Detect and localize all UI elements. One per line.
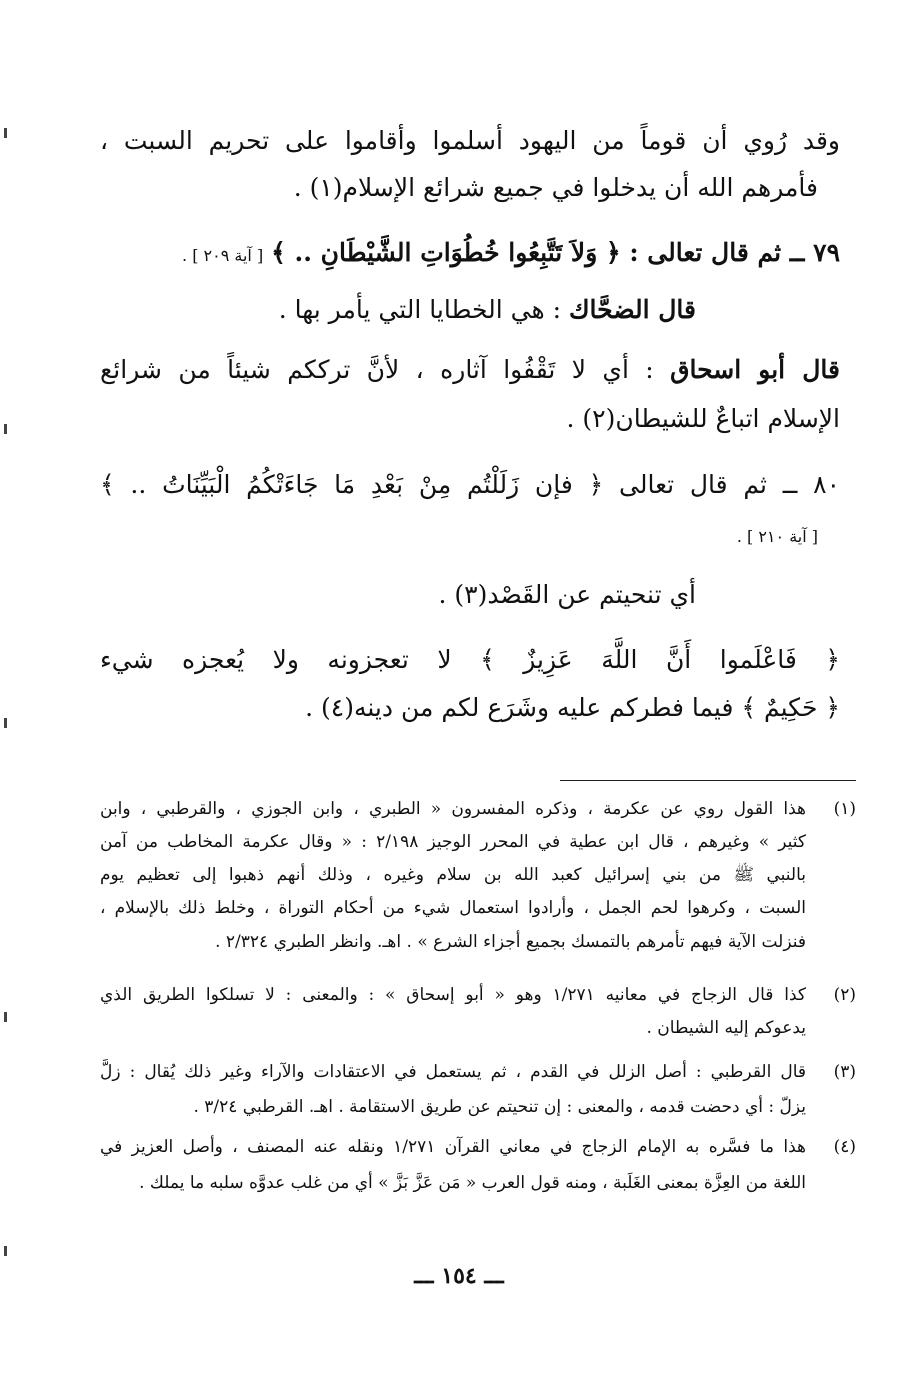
verse-ref: [ آية ٢٠٩ ] . (182, 246, 264, 265)
footnote-3 (100, 1063, 856, 1133)
footnote-separator (560, 780, 856, 781)
footnote-line: قال القرطبي : أصل الزلل في القدم ، ثم يستعمل في الاعتقادات والآراء وغير ذلك يُقال : زلَّ (100, 1062, 806, 1082)
margin-mark (4, 424, 7, 434)
verse-heading: ٨٠ ــ ثم قال تعالى ﴿ فإن زَلَلْتُم مِنْ بَعْدِ مَا جَاءَتْكُمُ الْبَيِّنَاتُ .. ﴾ (100, 470, 840, 499)
footnote-line: كثير » وغيرهم ، قال ابن عطية في المحرر الوجيز ٢/١٩٨ : « وقال عكرمة المخاطب من آمن (100, 832, 806, 852)
footnote-line: يزلّ : أي دحضت قدمه ، والمعنى : إن تنحيتم عن طريق الاستقامة . اهـ. القرطبي ٣/٢٤ . (193, 1097, 806, 1117)
paragraph-line: فأمرهم الله أن يدخلوا في جميع شرائع الإسلام(١) . (293, 173, 818, 202)
margin-mark (4, 1012, 7, 1022)
margin-mark (4, 1246, 7, 1256)
footnote-line: السبت ، وكرهوا لحم الجمل ، وأرادوا استعمال شيء من أحكام التوراة ، وخلط ذلك بالإسلام ، (100, 898, 806, 918)
margin-mark (4, 718, 7, 728)
paragraph-line: الإسلام اتباعٌ للشيطان(٢) . (566, 404, 840, 433)
footnote-line: اللغة من العِزَّة بمعنى الغَلَبة ، ومنه قول العرب « مَن عَزَّ بَزَّ » أي من غلب عدوَّه سلبه ما يملك . (139, 1173, 806, 1193)
paragraph-line (100, 295, 696, 325)
speaker-name: قال أبو اسحاق (670, 355, 840, 384)
footnote-line: هذا ما فسَّره به الإمام الزجاج في معاني القرآن ١/٢٧١ ونقله عنه المصنف ، وأصل العزيز في (100, 1137, 806, 1157)
paragraph-line: وقد رُوي أن قوماً من اليهود أسلموا وأقاموا على تحريم السبت ، (100, 126, 840, 155)
footnote-2 (100, 986, 856, 1056)
footnote-number: (٣) (833, 1062, 856, 1082)
paragraph-line: أي تنحيتم عن القَصْد(٣) . (438, 580, 696, 609)
verse-ref: [ آية ٢١٠ ] . (736, 527, 818, 546)
footnote-line: يدعوكم إليه الشيطان . (646, 1018, 806, 1038)
margin-mark (4, 128, 7, 138)
footnote-number: (٤) (833, 1137, 856, 1157)
footnote-line: فنزلت الآية فيهم تأمرهم بالتمسك بجميع أجزاء الشرع » . اهـ. وانظر الطبري ٢/٣٢٤ . (215, 932, 806, 952)
speaker-text: : هي الخطايا التي يأمر بها . (278, 295, 561, 324)
verse-quote: ٧٩ ــ ثم قال تعالى : ﴿ وَلاَ تَتَّبِعُوا خُطُوَاتِ الشَّيْطَانِ .. ﴾ (271, 238, 840, 267)
speaker-name: قال الضحَّاك (568, 295, 696, 324)
footnote-1 (100, 800, 856, 975)
footnote-4 (100, 1138, 856, 1208)
speaker-text: : أي لا تَقْفُوا آثاره ، لأنَّ ترككم شيئاً من شرائع (100, 355, 654, 384)
paragraph-line: ﴿ فَاعْلَموا أَنَّ اللَّهَ عَزِيزٌ ﴾ لا تعجزونه ولا يُعجزه شيء (100, 645, 840, 674)
page-number: ـــ ١٥٤ ـــ (414, 1263, 504, 1289)
footnote-line: كذا قال الزجاج في معانيه ١/٢٧١ وهو « أبو إسحاق » : والمعنى : لا تسلكوا الطريق الذي (100, 985, 806, 1005)
footnote-number: (٢) (833, 985, 856, 1005)
footnote-number: (١) (833, 799, 856, 819)
footnote-line: هذا القول روي عن عكرمة ، وذكره المفسرون « الطبري ، وابن الجوزي ، والقرطبي ، وابن (100, 799, 806, 819)
paragraph-line (100, 355, 840, 385)
verse-heading (100, 238, 840, 268)
paragraph-line: ﴿ حَكِيمٌ ﴾ فيما فطركم عليه وشَرَع لكم من دينه(٤) . (305, 693, 840, 722)
footnote-line: بالنبي ﷺ من بني إسرائيل كعبد الله بن سلام وغيره ، وذلك أنهم ذهبوا إلى تعظيم يوم (100, 865, 806, 885)
